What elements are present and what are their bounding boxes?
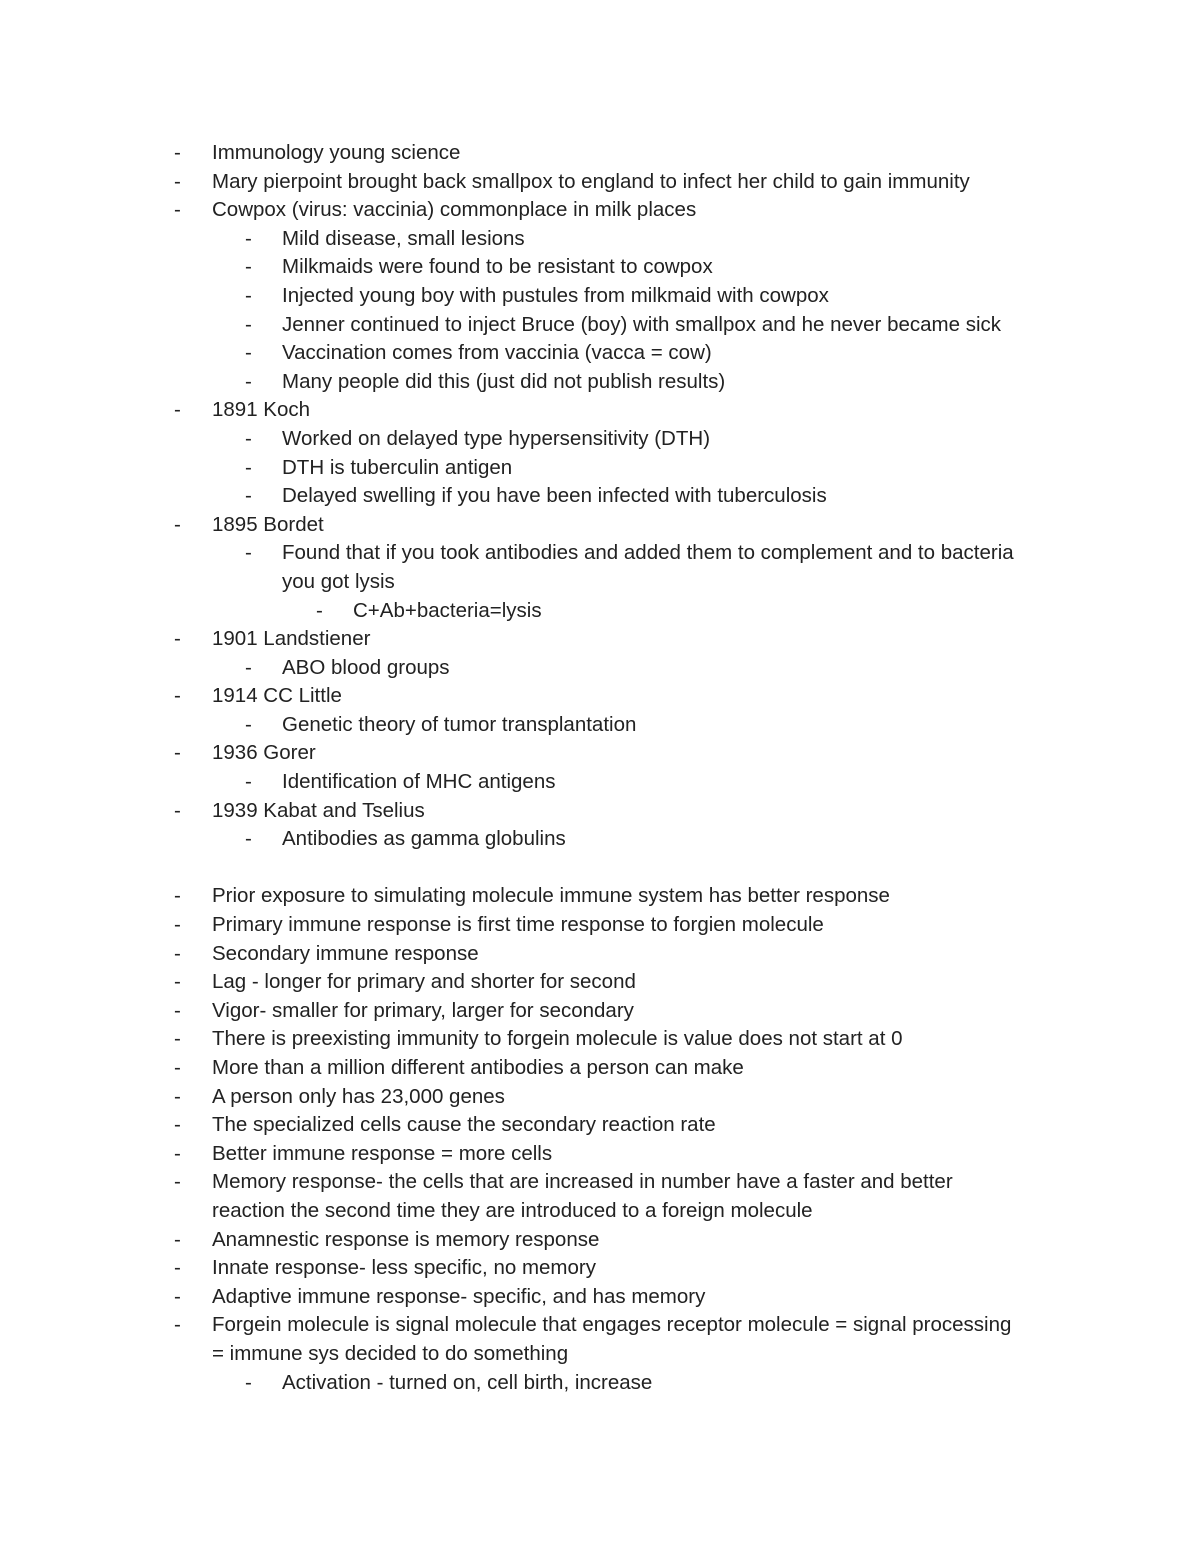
list-item (0, 968, 1200, 997)
list-item-text: Worked on delayed type hypersensitivity (DTH) (282, 426, 711, 450)
bullet-dash: - (174, 1084, 181, 1108)
list-item (0, 882, 1200, 911)
list-item-text: DTH is tuberculin antigen (282, 455, 513, 479)
list-item (0, 1254, 1200, 1283)
list-item (0, 454, 1200, 483)
bullet-dash: - (174, 798, 181, 822)
bullet-dash: - (245, 426, 252, 450)
bullet-dash: - (245, 1370, 252, 1394)
list-item (0, 225, 1200, 254)
bullet-dash: - (245, 455, 252, 479)
list-item (0, 311, 1200, 340)
list-item-text: reaction the second time they are introduced to a foreign molecule (212, 1198, 813, 1222)
list-item-text: you got lysis (282, 569, 395, 593)
list-item (0, 625, 1200, 654)
list-item-text: Mild disease, small lesions (282, 226, 525, 250)
list-item (0, 711, 1200, 740)
blank-line (0, 854, 1200, 883)
list-item (0, 425, 1200, 454)
bullet-dash: - (245, 283, 252, 307)
list-item (0, 539, 1200, 568)
bullet-dash: - (316, 598, 323, 622)
bullet-dash: - (245, 827, 252, 851)
bullet-dash: - (174, 512, 181, 536)
list-item-text: There is preexisting immunity to forgein molecule is value does not start at 0 (212, 1027, 903, 1051)
list-item-text: = immune sys decided to do something (212, 1341, 569, 1365)
bullet-dash: - (174, 1056, 181, 1079)
list-item-text: Secondary immune response (212, 941, 479, 965)
bullet-dash: - (174, 1027, 181, 1051)
list-item-text: More than a million different antibodies a person can make (212, 1056, 744, 1079)
list-item-text: Genetic theory of tumor transplantation (282, 712, 637, 736)
list-item-text: Better immune response = more cells (212, 1141, 553, 1165)
bullet-dash: - (245, 255, 252, 279)
list-item-text: 1895 Bordet (212, 512, 324, 536)
list-item-text: Mary pierpoint brought back smallpox to england to infect her child to gain immunity (212, 169, 970, 193)
bullet-dash: - (245, 312, 252, 336)
list-item (0, 282, 1200, 311)
list-item (0, 339, 1200, 368)
list-item (0, 168, 1200, 197)
list-item-text: Lag - longer for primary and shorter for second (212, 970, 636, 994)
list-item-continuation (0, 1197, 1200, 1226)
bullet-dash: - (174, 941, 181, 965)
list-item (0, 1025, 1200, 1054)
list-item-text: C+Ab+bacteria=lysis (353, 598, 542, 622)
list-item-text: Immunology young science (212, 141, 461, 164)
bullet-dash: - (245, 226, 252, 250)
list-item-text: Primary immune response is first time response to forgien molecule (212, 913, 824, 937)
list-item-text: Adaptive immune response- specific, and has memory (212, 1284, 706, 1308)
list-item-text: Activation - turned on, cell birth, increase (282, 1370, 653, 1394)
list-item-text: Prior exposure to simulating molecule immune system has better response (212, 884, 890, 908)
bullet-dash: - (245, 341, 252, 365)
list-item (0, 368, 1200, 397)
bullet-dash: - (245, 655, 252, 679)
list-item (0, 654, 1200, 683)
list-item-text: ABO blood groups (282, 655, 450, 679)
bullet-dash: - (174, 970, 181, 994)
list-item (0, 768, 1200, 797)
notes-list (0, 139, 1200, 1397)
list-item-text: Injected young boy with pustules from milkmaid with cowpox (282, 283, 829, 307)
list-item-text: 1901 Landstiener (212, 627, 371, 651)
list-item (0, 739, 1200, 768)
bullet-dash: - (174, 913, 181, 937)
bullet-dash: - (174, 741, 181, 765)
bullet-dash: - (174, 169, 181, 193)
list-item (0, 1054, 1200, 1083)
list-item (0, 911, 1200, 940)
bullet-dash: - (245, 770, 252, 794)
bullet-dash: - (245, 369, 252, 393)
list-item (0, 253, 1200, 282)
list-item (0, 1226, 1200, 1255)
list-item (0, 997, 1200, 1026)
bullet-dash: - (174, 1170, 181, 1194)
bullet-dash: - (174, 141, 181, 164)
list-item-text: 1914 CC Little (212, 684, 342, 708)
list-item (0, 1283, 1200, 1312)
list-item-text: Found that if you took antibodies and added them to complement and to bacteria (282, 541, 1014, 565)
list-item (0, 396, 1200, 425)
bullet-dash: - (174, 627, 181, 651)
bullet-dash: - (174, 398, 181, 422)
list-item-text: 1891 Koch (212, 398, 311, 422)
list-item-text: Delayed swelling if you have been infected with tuberculosis (282, 484, 827, 508)
bullet-dash: - (174, 1227, 181, 1251)
list-item-text: Jenner continued to inject Bruce (boy) with smallpox and he never became sick (282, 312, 1002, 336)
bullet-dash: - (245, 541, 252, 565)
list-item-text: 1936 Gorer (212, 741, 316, 765)
bullet-dash: - (245, 712, 252, 736)
list-item (0, 1083, 1200, 1112)
list-item-text: Antibodies as gamma globulins (282, 827, 566, 851)
list-item (0, 196, 1200, 225)
list-item-text: The specialized cells cause the secondary reaction rate (212, 1113, 716, 1137)
list-item-text: Identification of MHC antigens (282, 770, 556, 794)
bullet-dash: - (174, 1256, 181, 1280)
list-item-text: Milkmaids were found to be resistant to cowpox (282, 255, 713, 279)
list-item-text: Many people did this (just did not publish results) (282, 369, 726, 393)
list-item-continuation (0, 1340, 1200, 1369)
list-item (0, 825, 1200, 854)
list-item-continuation (0, 568, 1200, 597)
list-item (0, 1168, 1200, 1197)
list-item (0, 940, 1200, 969)
list-item-text: A person only has 23,000 genes (212, 1084, 505, 1108)
list-item (0, 797, 1200, 826)
list-item (0, 139, 1200, 168)
list-item (0, 682, 1200, 711)
list-item-text: Forgein molecule is signal molecule that engages receptor molecule = signal processing (212, 1313, 1012, 1337)
list-item-text: 1939 Kabat and Tselius (212, 798, 425, 822)
bullet-dash: - (245, 484, 252, 508)
bullet-dash: - (174, 1284, 181, 1308)
bullet-dash: - (174, 198, 181, 222)
bullet-dash: - (174, 1141, 181, 1165)
list-item-text: Cowpox (virus: vaccinia) commonplace in milk places (212, 198, 697, 222)
list-item-text: Memory response- the cells that are increased in number have a faster and better (212, 1170, 953, 1194)
bullet-dash: - (174, 1113, 181, 1137)
list-item-text: Innate response- less specific, no memory (212, 1256, 596, 1280)
bullet-dash: - (174, 884, 181, 908)
list-item-text: Vigor- smaller for primary, larger for secondary (212, 998, 634, 1022)
bullet-dash: - (174, 998, 181, 1022)
list-item (0, 1311, 1200, 1340)
list-item-text: Anamnestic response is memory response (212, 1227, 600, 1251)
list-item (0, 1111, 1200, 1140)
list-item (0, 1369, 1200, 1398)
list-item (0, 597, 1200, 626)
list-item (0, 511, 1200, 540)
list-item (0, 482, 1200, 511)
list-item (0, 1140, 1200, 1169)
bullet-dash: - (174, 1313, 181, 1337)
list-item-text: Vaccination comes from vaccinia (vacca = cow) (282, 341, 712, 365)
bullet-dash: - (174, 684, 181, 708)
